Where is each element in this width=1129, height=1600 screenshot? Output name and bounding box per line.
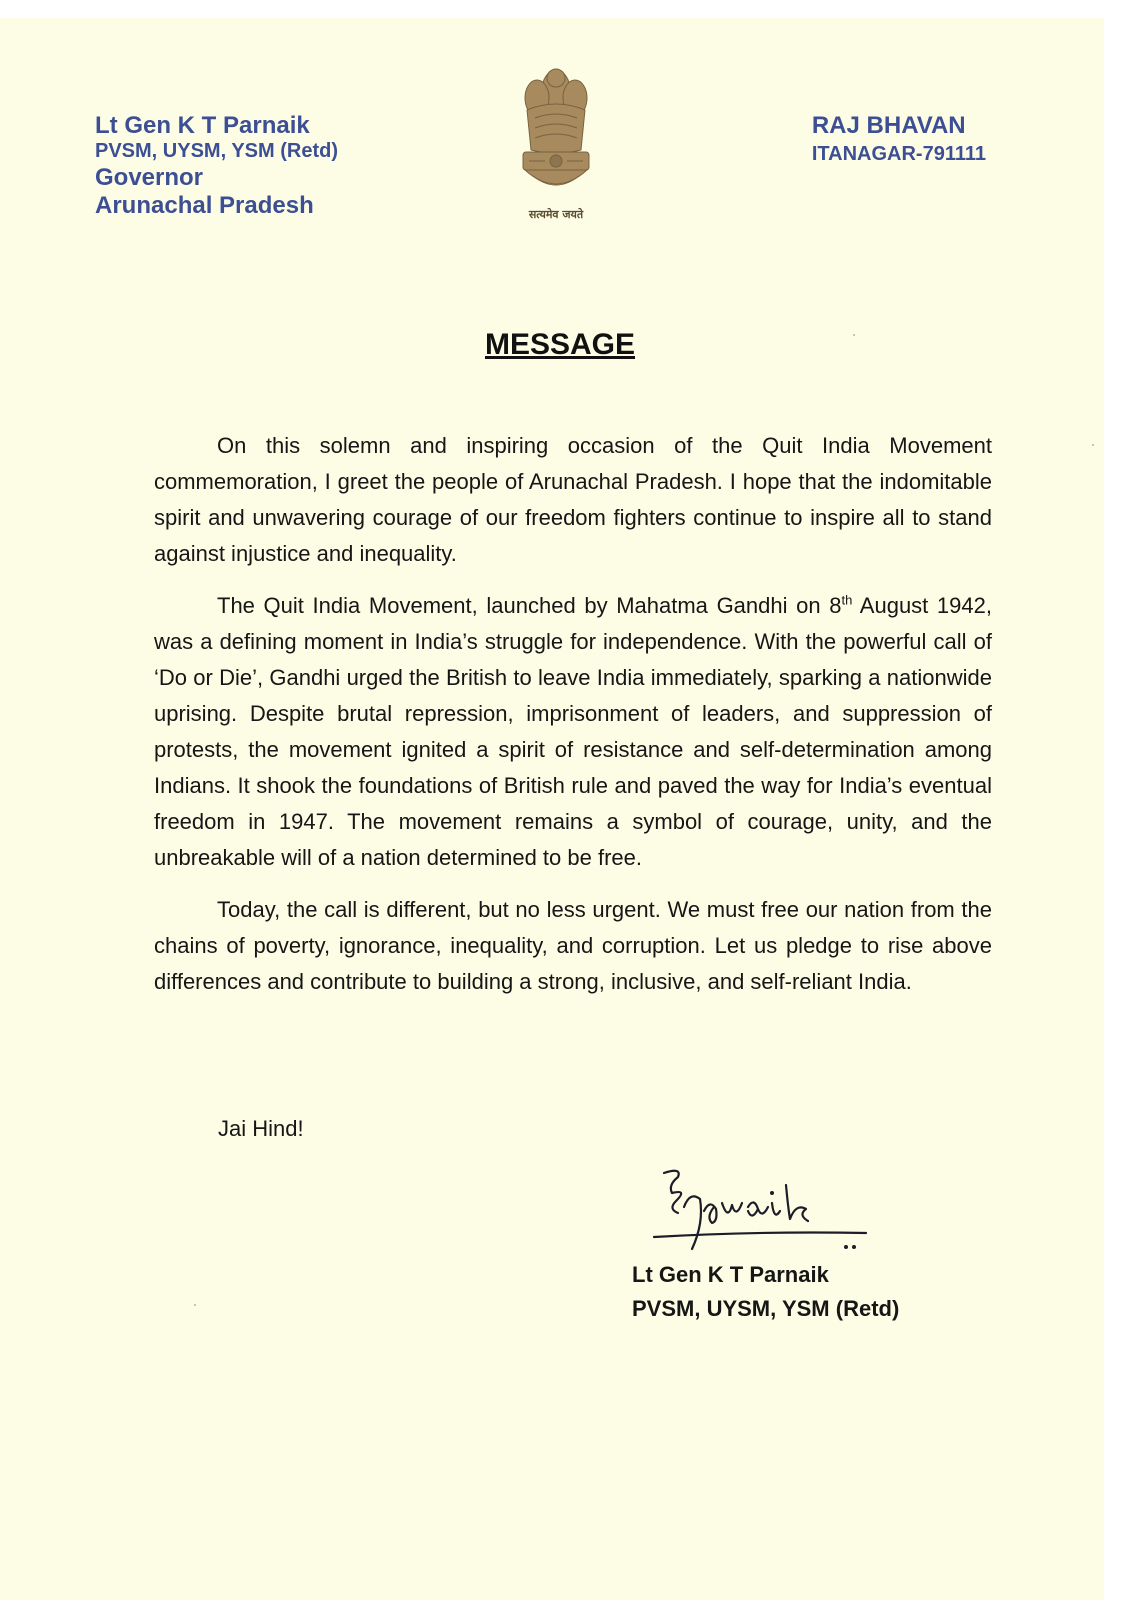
sender-designation: Governor [95,163,204,191]
office-name: RAJ BHAVAN [811,112,966,139]
state-emblem-of-india-icon [511,58,601,223]
ordinal-suffix: th [841,592,853,608]
sender-name: Lt Gen K T Parnaik [95,112,310,139]
message-body [154,428,992,1016]
signatory-block [632,1258,899,1326]
paragraph-1: On this solemn and inspiring occasion of the Quit India Movement commemoration, I greet the people of Arunachal Pradesh. I hope that the indomitable spirit and unwavering courage of our freedom fighters continue to inspire all to stand against injustice and inequality. [154,433,992,566]
sender-honours: PVSM, UYSM, YSM (Retd) [95,140,338,163]
paper-speck [194,1304,196,1306]
sender-letterhead [95,112,338,221]
closing-salutation: Jai Hind! [218,1116,304,1141]
paper-speck [853,334,855,336]
signatory-honours: PVSM, UYSM, YSM (Retd) [632,1296,900,1321]
signatory-name: Lt Gen K T Parnaik [632,1262,829,1287]
office-address: ITANAGAR-791111 [811,142,986,165]
letter-sheet [0,18,1104,1600]
emblem-motto: सत्यमेव जयते [528,208,584,221]
paragraph-3: Today, the call is different, but no less urgent. We must free our nation from the chains of poverty, ignorance, inequality, and corruption. Let us pledge to rise above differences and contribute to building a strong, inclusive, and self-reliant India. [154,897,992,994]
office-letterhead [812,112,986,167]
handwritten-signature [648,1163,888,1273]
paragraph-2 [154,588,992,876]
sender-state: Arunachal Pradesh [95,192,314,220]
page-title: MESSAGE [484,328,636,361]
paragraph-2-start: The Quit India Movement, launched by Mahatma Gandhi on 8 [217,593,842,618]
paragraph-2-rest: August 1942, was a defining moment in India’s struggle for independence. With the powerful call of ‘Do or Die’, Gandhi urged the British to leave India immediately, sparking a nationwide uprising. Despite brutal repression, imprisonment of leaders, and suppression of protests, the movement ignited a spirit of resistance and self-determination among Indians. It shook the foundations of British rule and paved the way for India’s eventual freedom in 1947. The movement remains a symbol of courage, unity, and the unbreakable will of a nation determined to be free. [154,593,992,870]
paper-speck [1092,444,1094,446]
